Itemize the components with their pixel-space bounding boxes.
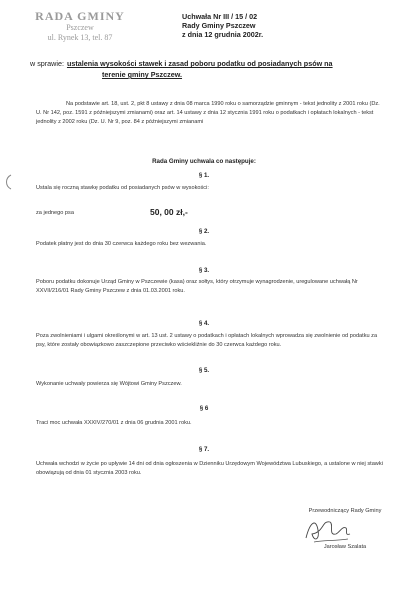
- resolution-date: z dnia 12 grudnia 2002r.: [182, 30, 264, 39]
- subject-title-line-1: ustalenia wysokości stawek i zasad poboru podatku od posiadanych psów na: [66, 59, 333, 68]
- section-5-number: § 5.: [198, 367, 210, 374]
- subject-title-line-2: terenie gminy Pszczew.: [102, 70, 183, 79]
- stamp-line-3: ul. Rynek 13, tel. 87: [47, 33, 113, 42]
- section-5-text: Wykonanie uchwały powierza się Wójtowi Gminy Pszczew.: [36, 381, 182, 387]
- section-6-text: Traci moc uchwała XXXIV/270/01 z dnia 06 grudnia 2001 roku.: [36, 420, 192, 426]
- handwritten-signature: [300, 512, 360, 546]
- resolution-header: [182, 12, 263, 39]
- section-2-number: § 2.: [198, 228, 210, 235]
- preamble: Na podstawie art. 18, ust. 2, pkt 8 ustawy z dnia 08 marca 1990 roku o samorządzie gminnym - tekst jednolity z 2001 roku (Dz. U. Nr 142, poz. 1591 z późniejszymi zmianami) oraz art. 14 ustawy z dnia 12 stycznia 1991 roku o podatkach i opłatach lokalnych - tekst jednolity z 2002 roku (Dz. U. Nr 9, poz. 84 z późniejszymi zmianami: [36, 101, 380, 125]
- rate-label: za jednego psa: [36, 210, 74, 216]
- stamp-line-2: Pszczew: [66, 23, 94, 32]
- section-3-number: § 3.: [198, 267, 210, 274]
- signatory-name: Jarosław Szalata: [323, 544, 367, 550]
- signatory-title: Przewodniczący Rady Gminy: [308, 508, 382, 514]
- section-1-text: Ustala się roczną stawkę podatku od posiadanych psów w wysokości:: [36, 185, 209, 191]
- resolution-issuer: Rady Gminy Pszczew: [182, 21, 256, 30]
- council-stamp: [20, 10, 140, 43]
- resolves-heading: Rada Gminy uchwala co następuje:: [152, 158, 256, 165]
- section-7-text: Uchwała wchodzi w życie po upływie 14 dni od dnia ogłoszenia w Dzienniku Urzędowym Województwa Lubuskiego, a ustalone w niej stawki obowiązują od dnia 01 stycznia 2003 roku.: [36, 461, 383, 476]
- section-3-text: Poboru podatku dokonuje Urząd Gminy w Pszczewie (kasa) oraz sołtys, który otrzymuje wynagrodzenie, uregulowane uchwałą Nr XXVII/216/01 Rady Gminy Pszczew z dnia 01.03.2001 roku.: [36, 279, 358, 294]
- resolution-number: Uchwała Nr III / 15 / 02: [182, 12, 258, 21]
- subject-label: w sprawie:: [30, 59, 64, 68]
- section-1-number: § 1.: [198, 172, 210, 179]
- section-4-number: § 4.: [198, 320, 210, 327]
- section-6-number: § 6: [199, 405, 209, 412]
- resolution-subject: [30, 58, 385, 80]
- section-7-number: § 7.: [198, 446, 210, 453]
- section-4-text: Poza zwolnieniami i ulgami określonymi w art. 13 ust. 2 ustawy o podatkach i opłatach lokalnych wprowadza się zwolnienie od podatku za psy, które zostały obowiązkowo zaszczepione przeciwko wściekliźnie do 30 czerwca każdego roku.: [36, 333, 378, 348]
- rate-amount: 50, 00 zł,-: [150, 207, 188, 217]
- section-2-text: Podatek płatny jest do dnia 30 czerwca każdego roku bez wezwania.: [36, 241, 207, 247]
- stamp-line-1: RADA GMINY: [35, 9, 125, 23]
